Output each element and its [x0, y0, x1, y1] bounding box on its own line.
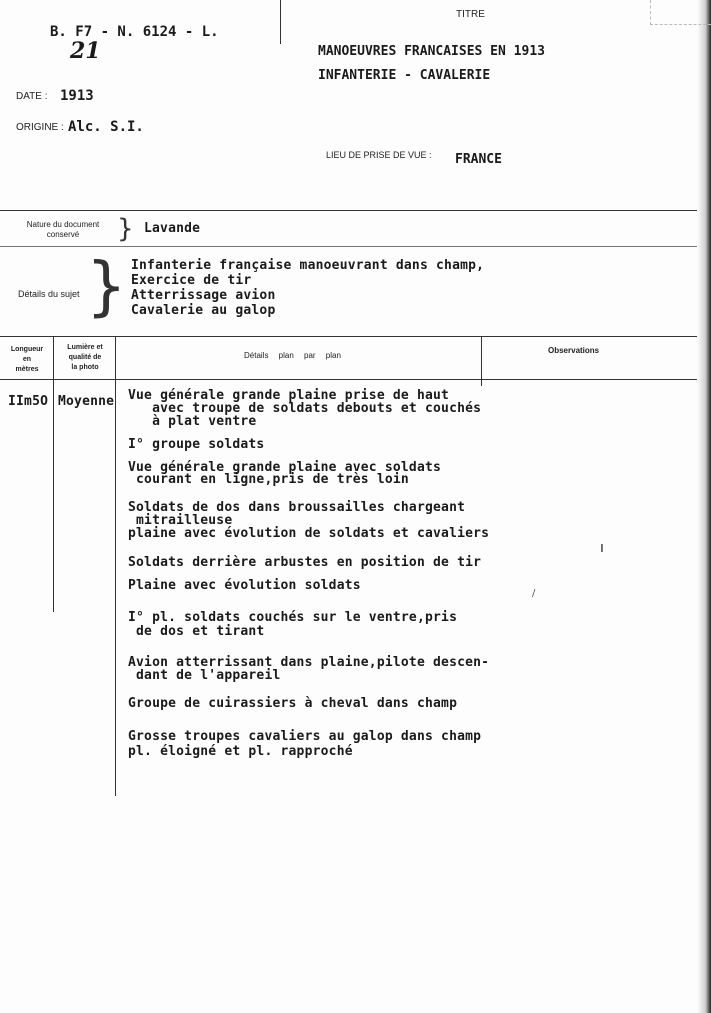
title-line-1: MANOEUVRES FRANCAISES EN 1913 [318, 44, 545, 59]
shot-1: Vue générale grande plaine prise de haut avec troupe de soldats debouts et couchés à plat ventre [128, 388, 482, 429]
titre-label: TITRE [456, 9, 485, 20]
nature-value: Lavande [144, 221, 201, 236]
top-right-corner-mark [650, 0, 711, 25]
sujet-line: Atterrissage avion [131, 288, 276, 303]
origine-value: Alc. S.I. [68, 119, 144, 135]
sujet-line: Infanterie française manoeuvrant dans champ, [131, 258, 485, 273]
col-divider-3 [481, 336, 482, 386]
quality-value: Moyenne [58, 394, 115, 409]
header-details: Détails plan par plan [244, 351, 341, 360]
shot-9: Groupe de cuirassiers à cheval dans champ [128, 696, 458, 711]
shot-10: Grosse troupes cavaliers au galop dans champ pl. éloigné et pl. rapproché [128, 729, 482, 759]
table-header-bottom [0, 379, 697, 380]
shot-2: I° groupe soldats [128, 437, 265, 452]
divider-nature-top [0, 210, 697, 211]
shot-8: Avion atterrissant dans plaine,pilote descen- dant de l'appareil [128, 655, 490, 683]
col-divider-2 [115, 336, 116, 796]
table-header-top [0, 336, 697, 337]
sujet-line: Exercice de tir [131, 273, 252, 288]
shot-7: I° pl. soldats couchés sur le ventre,pris de dos et tirant [128, 610, 458, 639]
shot-6: Plaine avec évolution soldats [128, 578, 361, 593]
stray-mark: / [532, 588, 536, 599]
nature-label: Nature du document conservé [26, 220, 100, 239]
shot-4: Soldats de dos dans broussailles chargeant mitrailleuse plaine avec évolution de soldats et cavaliers [128, 500, 490, 541]
length-value: IIm5O [8, 394, 49, 409]
col-divider-1 [53, 336, 54, 612]
document-reference: B. F7 - N. 6124 - L. [50, 24, 219, 40]
scan-edge [697, 0, 711, 1013]
origine-label: ORIGINE : [16, 122, 64, 133]
ref-box-right-border [280, 0, 281, 44]
handwritten-number: 21 [70, 38, 101, 64]
lieu-value: FRANCE [455, 152, 502, 167]
divider-nature-bottom [0, 246, 697, 247]
sujet-label: Détails du sujet [18, 289, 80, 299]
lieu-label: LIEU DE PRISE DE VUE : [326, 150, 432, 160]
stray-mark: ı [600, 540, 604, 556]
nature-bracket: } [117, 214, 134, 244]
shot-3: Vue générale grande plaine avec soldats courant en ligne,pris de très loin [128, 460, 442, 487]
date-value: 1913 [60, 88, 94, 104]
header-lumiere: Lumière et qualité de la photo [67, 344, 103, 371]
sujet-lines [131, 258, 484, 318]
sujet-line: Cavalerie au galop [131, 303, 276, 318]
date-label: DATE : [16, 91, 48, 102]
header-observations: Observations [548, 346, 600, 355]
shot-5: Soldats derrière arbustes en position de tir [128, 555, 482, 570]
sujet-bracket: } [86, 250, 127, 324]
header-longueur: Longueur en mètres [10, 346, 44, 373]
title-line-2: INFANTERIE - CAVALERIE [318, 68, 491, 83]
